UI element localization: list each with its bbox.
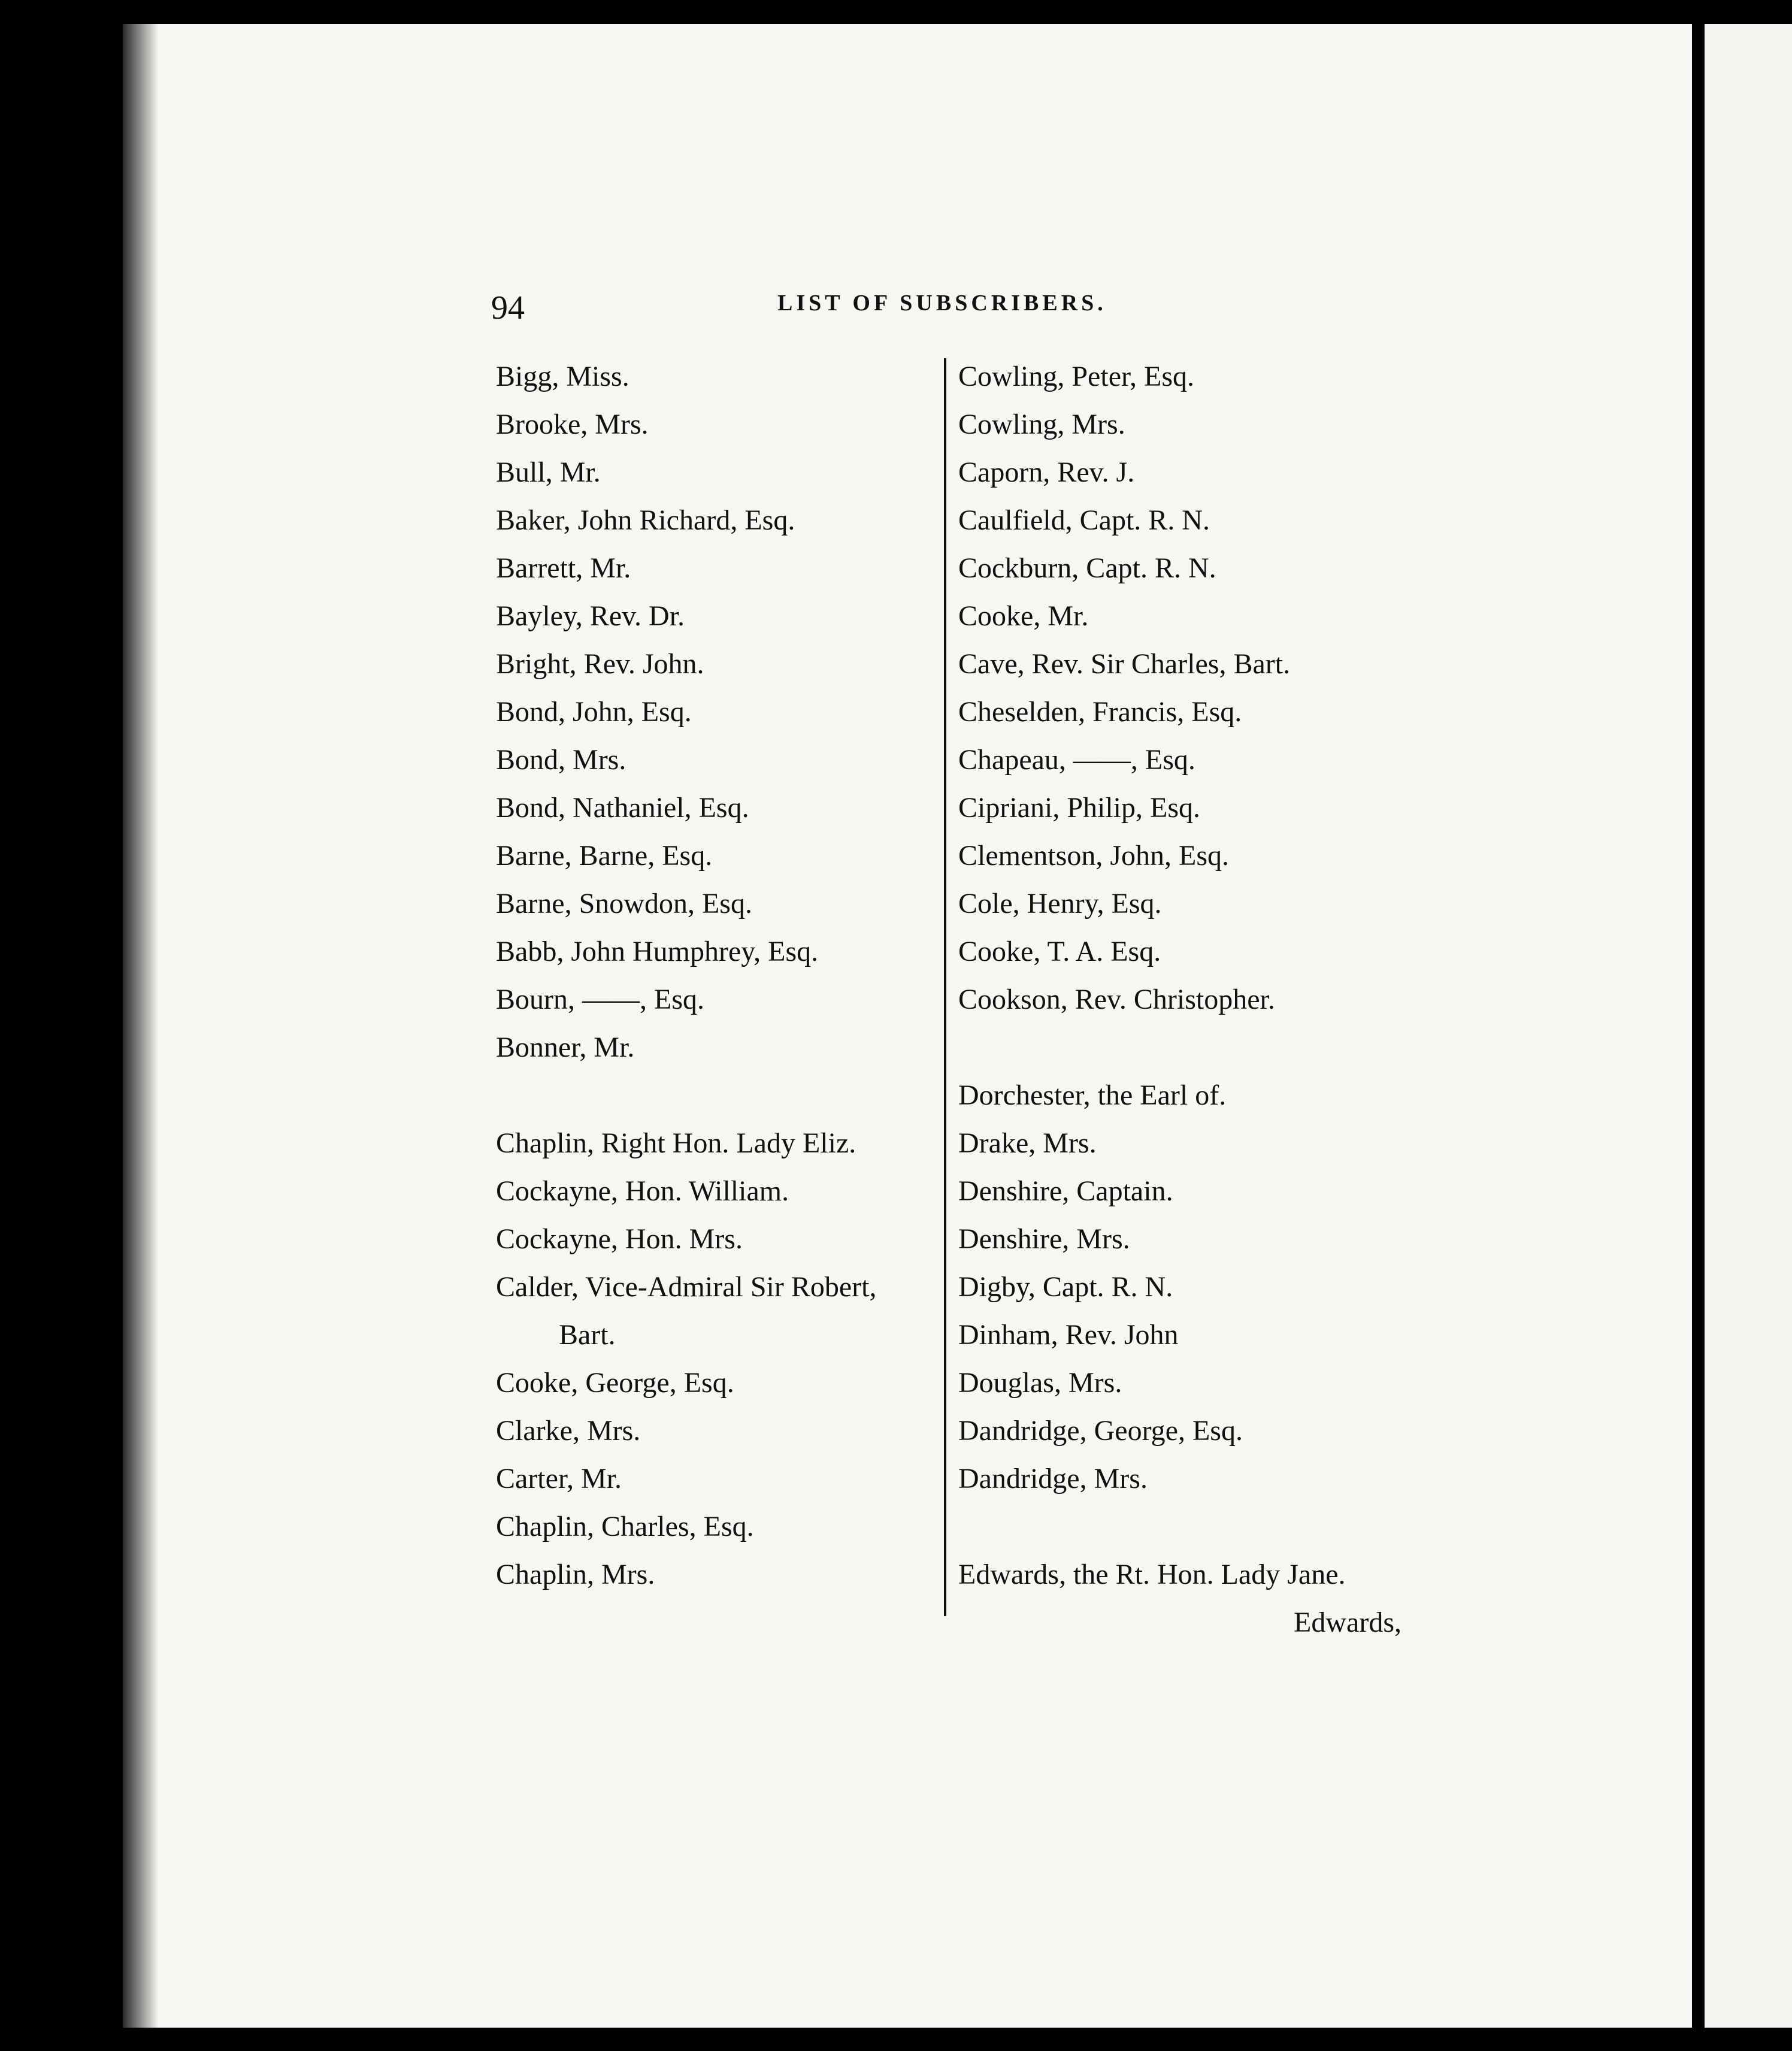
- list-item: Carter, Mr.: [496, 1463, 622, 1495]
- list-item: Barne, Snowdon, Esq.: [496, 888, 752, 919]
- list-item-continuation: Bart.: [559, 1319, 616, 1351]
- gutter-shadow: [123, 24, 159, 2028]
- list-item: Cowling, Peter, Esq.: [958, 361, 1195, 392]
- list-item: Bonner, Mr.: [496, 1031, 635, 1063]
- list-item: Chaplin, Charles, Esq.: [496, 1511, 754, 1542]
- list-item: Cockburn, Capt. R. N.: [958, 552, 1216, 584]
- list-item: Cockayne, Hon. William.: [496, 1175, 789, 1207]
- catchword: Edwards,: [1294, 1607, 1401, 1638]
- list-item: Chaplin, Mrs.: [496, 1559, 655, 1590]
- list-item: Chapeau, ——, Esq.: [958, 744, 1195, 776]
- running-head: LIST OF SUBSCRIBERS.: [777, 291, 1107, 316]
- list-item: Bond, John, Esq.: [496, 696, 692, 728]
- list-item: Bull, Mr.: [496, 456, 601, 488]
- list-item: Cipriani, Philip, Esq.: [958, 792, 1201, 824]
- list-item: Dandridge, George, Esq.: [958, 1415, 1243, 1447]
- facing-page-edge: [1705, 24, 1792, 2028]
- list-item: Cowling, Mrs.: [958, 409, 1125, 440]
- list-item: Bourn, ——, Esq.: [496, 984, 704, 1015]
- list-item: Dandridge, Mrs.: [958, 1463, 1148, 1495]
- list-item: Caporn, Rev. J.: [958, 456, 1135, 488]
- list-item: Cooke, T. A. Esq.: [958, 936, 1161, 967]
- list-item: Digby, Capt. R. N.: [958, 1271, 1173, 1303]
- list-item: Bond, Nathaniel, Esq.: [496, 792, 749, 824]
- list-item: Cockayne, Hon. Mrs.: [496, 1223, 743, 1255]
- column-rule: [944, 358, 946, 1616]
- list-item: Bright, Rev. John.: [496, 648, 704, 680]
- list-item: Denshire, Mrs.: [958, 1223, 1130, 1255]
- list-item: Baker, John Richard, Esq.: [496, 504, 795, 536]
- list-item: Bayley, Rev. Dr.: [496, 600, 685, 632]
- list-item: Cooke, Mr.: [958, 600, 1089, 632]
- list-item: Chaplin, Right Hon. Lady Eliz.: [496, 1127, 856, 1159]
- list-item: Cookson, Rev. Christopher.: [958, 984, 1275, 1015]
- list-item: Clarke, Mrs.: [496, 1415, 641, 1447]
- list-item: Cole, Henry, Esq.: [958, 888, 1162, 919]
- list-item: Drake, Mrs.: [958, 1127, 1097, 1159]
- page-number: 94: [491, 289, 525, 326]
- list-item: Bigg, Miss.: [496, 361, 629, 392]
- list-item: Cooke, George, Esq.: [496, 1367, 734, 1399]
- list-item: Barne, Barne, Esq.: [496, 840, 713, 872]
- book-page: [123, 24, 1692, 2028]
- list-item: Edwards, the Rt. Hon. Lady Jane.: [958, 1559, 1346, 1590]
- list-item: Cave, Rev. Sir Charles, Bart.: [958, 648, 1291, 680]
- list-item: Dinham, Rev. John: [958, 1319, 1179, 1351]
- list-item: Brooke, Mrs.: [496, 409, 649, 440]
- list-item: Denshire, Captain.: [958, 1175, 1173, 1207]
- list-item: Dorchester, the Earl of.: [958, 1079, 1227, 1111]
- list-item: Clementson, John, Esq.: [958, 840, 1229, 872]
- list-item: Calder, Vice-Admiral Sir Robert,: [496, 1271, 877, 1303]
- list-item: Caulfield, Capt. R. N.: [958, 504, 1210, 536]
- list-item: Bond, Mrs.: [496, 744, 626, 776]
- list-item: Barrett, Mr.: [496, 552, 631, 584]
- list-item: Cheselden, Francis, Esq.: [958, 696, 1242, 728]
- list-item: Douglas, Mrs.: [958, 1367, 1122, 1399]
- list-item: Babb, John Humphrey, Esq.: [496, 936, 819, 967]
